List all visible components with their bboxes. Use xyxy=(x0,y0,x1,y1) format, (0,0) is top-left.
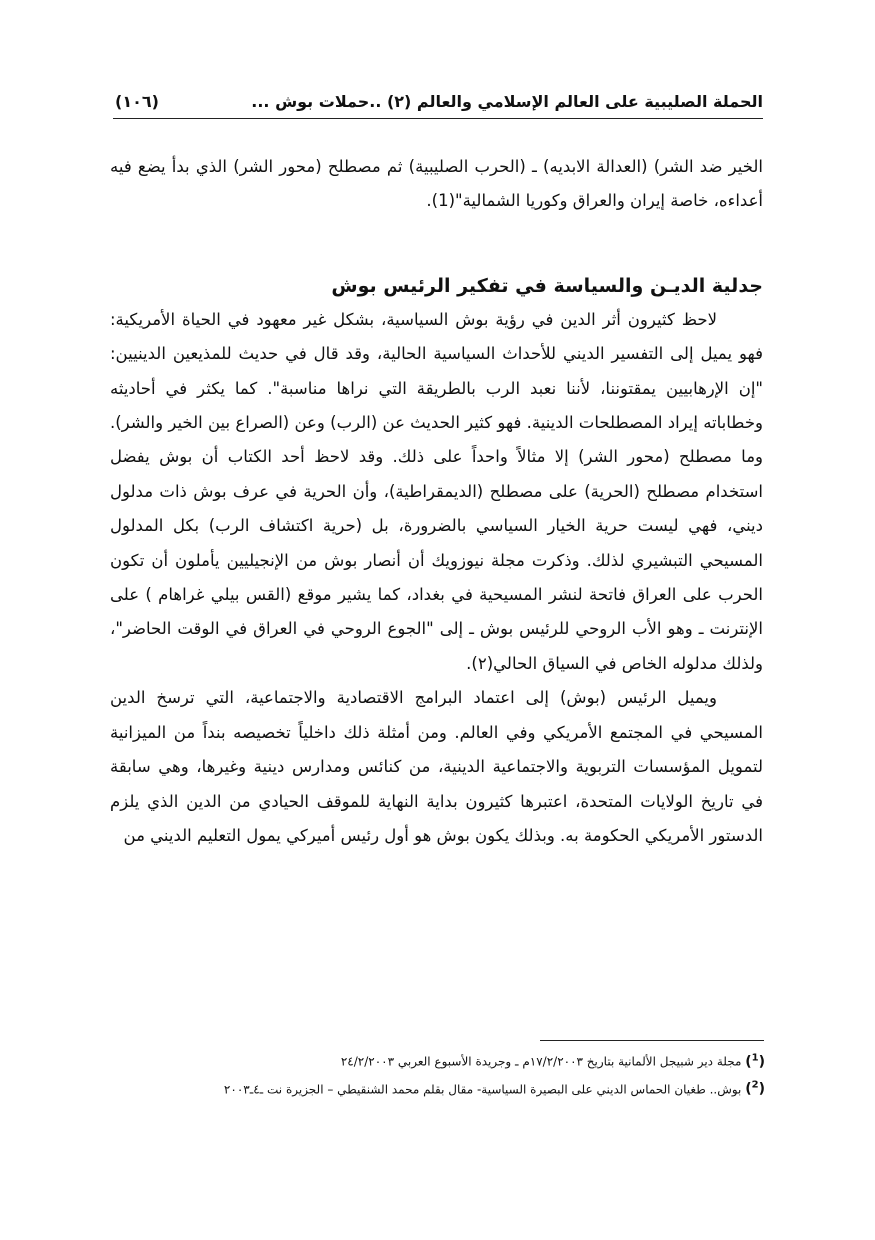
footnote-1 xyxy=(150,1046,765,1074)
paragraph-2: ويميل الرئيس (بوش) إلى اعتماد البرامج الاقتصادية والاجتماعية، التي ترسخ الدين المسيحي في المجتمع الأمريكي وفي العالم. ومن أمثلة ذلك داخلياً تخصيصه بنداً من الميزانية لتمويل المؤسسات التربوية والاجتماعية الدينية، من كنائس ومدارس دينية وغيرها، وهي سابقة في تاريخ الولايات المتحدة، اعتبرها كثيرون بداية النهاية للموقف الحيادي من الدين الذي يلزم الدستور الأمريكي الحكومة به. وبذلك يكون بوش هو أول رئيس أميركي يمول التعليم الديني من xyxy=(110,688,763,845)
footnote-text: مجلة دير شبيجل الألمانية بتاريخ ١٧/٢/٢٠٠٣م ـ وجريدة الأسبوع العربي ٢٤/٢/٢٠٠٣ xyxy=(340,1054,746,1069)
footnote-separator xyxy=(540,1040,764,1041)
section-heading: جدلية الديـن والسياسة في تفكير الرئيس بوش xyxy=(331,274,763,297)
body-text xyxy=(110,150,763,853)
paragraph-1: لاحظ كثيرون أثر الدين في رؤية بوش السياسية، بشكل غير معهود في الحياة الأمريكية: فهو يميل إلى التفسير الديني للأحداث السياسية الحالية، وقد قال في حديث للمذيعين الدينيين: "إن الإرهابيين يمقتوننا، لأننا نعبد الرب بالطريقة التي نراها مناسبة". كما يكثر في أحاديثه وخطاباته إيراد المصطلحات الدينية. فهو كثير الحديث عن (الرب) وعن (الصراع بين الخير والشر). وما مصطلح (محور الشر) إلا مثالاً واحداً على ذلك. وقد لاحظ أحد الكتاب أن بوش يفضل استخدام مصطلح (الحرية) على مصطلح (الديمقراطية)، وأن الحرية في عرف بوش ذات مدلول ديني، فهي ليست حرية الخيار السياسي بالضرورة، بل (حرية اكتشاف الرب) بكل المدلول المسيحي التبشيري لذلك. وذكرت مجلة نيوزويك أن أنصار بوش من الإنجيليين يأملون أن تكون الحرب على العراق فاتحة لنشر المسيحية في بغداد، كما يشير موقع (القس بيلي غراهام ) على الإنترنت ـ وهو الأب الروحي للرئيس بوش ـ إلى "الجوع الروحي في العراق في الوقت الحاضر"، ولذلك مدلوله الخاص في السياق الحالي(٢). xyxy=(110,309,763,673)
footnote-marker: ($^1$) xyxy=(745,1052,765,1070)
footnote-text: بوش.. طغيان الحماس الديني على البصيرة السياسية- مقال بقلم محمد الشنقيطي – الجزيرة نت ـ٤ـ٢٠٠٣ xyxy=(223,1082,746,1097)
footnote-marker: ($^2$) xyxy=(745,1079,765,1098)
intro-paragraph: الخير ضد الشر) (العدالة الابديه) ـ (الحرب الصليبية) ثم مصطلح (محور الشر) الذي بدأ يضع فيه أعداءه، خاصة إيران والعراق وكوريا الشمالية"(1). xyxy=(110,157,763,211)
running-header xyxy=(113,88,763,119)
footnotes xyxy=(150,1046,765,1101)
footnote-2 xyxy=(150,1074,765,1102)
page-number: (١٠٦) xyxy=(115,92,159,111)
running-title: الحملة الصليبية على العالم الإسلامي والعالم (٢) ..حملات بوش ... xyxy=(251,92,763,111)
